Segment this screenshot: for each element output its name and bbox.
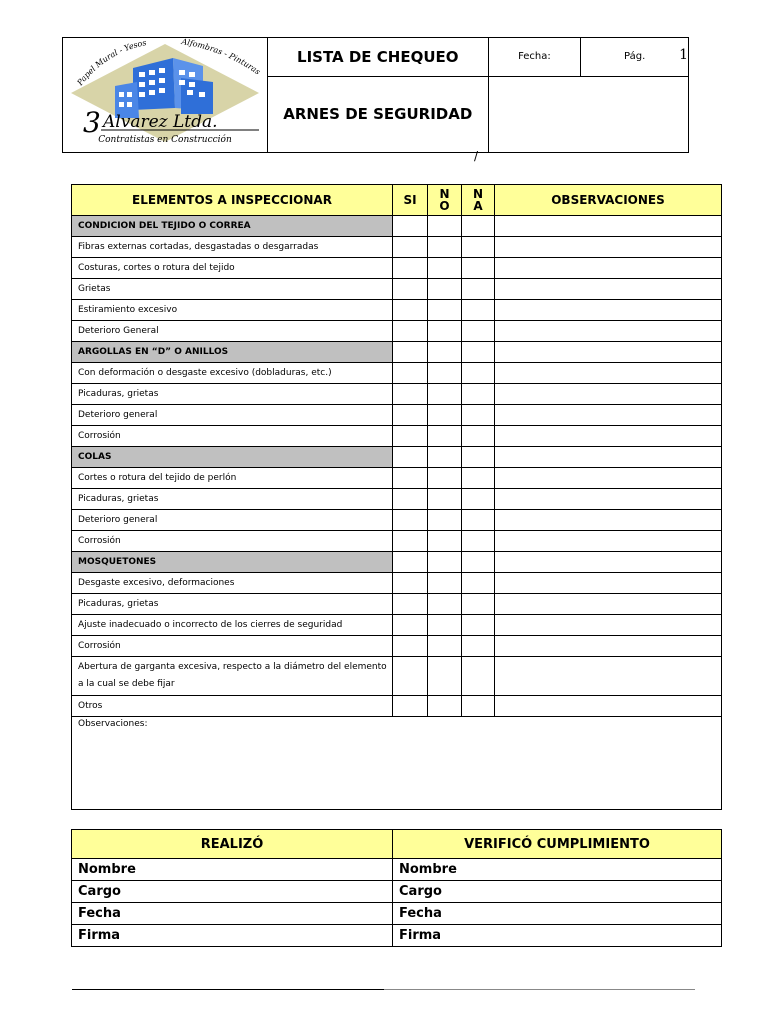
na-check-cell[interactable] (462, 342, 495, 363)
item-label: Picaduras, grietas (72, 384, 393, 405)
observation-cell[interactable] (495, 636, 722, 657)
left-firma-field[interactable]: Firma (72, 925, 393, 947)
checklist-row (72, 279, 722, 300)
item-label: Desgaste excesivo, deformaciones (72, 573, 393, 594)
no-check-cell[interactable] (428, 258, 462, 279)
na-check-cell[interactable] (462, 615, 495, 636)
observation-cell[interactable] (495, 552, 722, 573)
na-check-cell[interactable] (462, 300, 495, 321)
si-check-cell[interactable] (393, 657, 428, 696)
item-label: Cortes o rotura del tejido de perlón (72, 468, 393, 489)
document-subtitle: ARNES DE SEGURIDAD (268, 76, 489, 152)
na-check-cell[interactable] (462, 594, 495, 615)
checklist-row (72, 696, 722, 717)
no-check-cell[interactable] (428, 363, 462, 384)
checklist-row (72, 258, 722, 279)
observation-cell[interactable] (495, 237, 722, 258)
section-title: CONDICION DEL TEJIDO O CORREA (72, 216, 393, 237)
na-check-cell[interactable] (462, 258, 495, 279)
observation-cell[interactable] (495, 594, 722, 615)
na-check-cell[interactable] (462, 447, 495, 468)
si-check-cell[interactable] (393, 300, 428, 321)
left-fecha-field[interactable]: Fecha (72, 903, 393, 925)
document-title: LISTA DE CHEQUEO (268, 38, 489, 77)
si-check-cell[interactable] (393, 552, 428, 573)
na-check-cell[interactable] (462, 489, 495, 510)
observation-cell[interactable] (495, 447, 722, 468)
no-check-cell[interactable] (428, 426, 462, 447)
checklist-row (72, 657, 722, 696)
si-check-cell[interactable] (393, 510, 428, 531)
si-check-cell[interactable] (393, 573, 428, 594)
na-check-cell[interactable] (462, 636, 495, 657)
inspection-checklist (71, 184, 722, 810)
na-check-cell[interactable] (462, 405, 495, 426)
si-check-cell[interactable] (393, 636, 428, 657)
right-firma-field[interactable]: Firma (393, 925, 722, 947)
si-check-cell[interactable] (393, 468, 428, 489)
na-check-cell[interactable] (462, 321, 495, 342)
checklist-row (72, 300, 722, 321)
logo-arc-right: Alfombras - Pinturas (180, 38, 262, 77)
no-check-cell[interactable] (428, 300, 462, 321)
no-check-cell[interactable] (428, 342, 462, 363)
si-check-cell[interactable] (393, 489, 428, 510)
na-check-cell[interactable] (462, 510, 495, 531)
item-label: Corrosión (72, 636, 393, 657)
item-label: Costuras, cortes o rotura del tejido (72, 258, 393, 279)
si-check-cell[interactable] (393, 696, 428, 717)
observation-cell[interactable] (495, 468, 722, 489)
item-label: Abertura de garganta excesiva, respecto a la diámetro del elemento a la cual se debe fijar (72, 657, 393, 696)
item-label: Deterioro general (72, 510, 393, 531)
section-row (72, 342, 722, 363)
si-check-cell[interactable] (393, 342, 428, 363)
left-nombre-field[interactable]: Nombre (72, 859, 393, 881)
item-label: Con deformación o desgaste excesivo (dobladuras, etc.) (72, 363, 393, 384)
observation-cell[interactable] (495, 321, 722, 342)
no-check-cell[interactable] (428, 573, 462, 594)
section-row (72, 216, 722, 237)
logo-brand-name: Alvarez Ltda. (103, 112, 218, 132)
section-title: COLAS (72, 447, 393, 468)
checklist-row (72, 510, 722, 531)
column-header-no: N O (428, 185, 462, 216)
observation-cell[interactable] (495, 510, 722, 531)
checklist-row (72, 615, 722, 636)
observation-cell[interactable] (495, 279, 722, 300)
na-check-cell[interactable] (462, 573, 495, 594)
item-label: Grietas (72, 279, 393, 300)
na-check-cell[interactable] (462, 279, 495, 300)
left-cargo-field[interactable]: Cargo (72, 881, 393, 903)
observation-cell[interactable] (495, 696, 722, 717)
section-row (72, 552, 722, 573)
observation-cell[interactable] (495, 363, 722, 384)
no-check-cell[interactable] (428, 510, 462, 531)
no-check-cell[interactable] (428, 237, 462, 258)
si-check-cell[interactable] (393, 237, 428, 258)
si-check-cell[interactable] (393, 216, 428, 237)
na-check-cell[interactable] (462, 426, 495, 447)
na-check-cell[interactable] (462, 363, 495, 384)
no-check-cell[interactable] (428, 279, 462, 300)
si-check-cell[interactable] (393, 258, 428, 279)
slash-mark: / (474, 149, 479, 163)
item-label: Deterioro General (72, 321, 393, 342)
section-title: MOSQUETONES (72, 552, 393, 573)
signature-row (72, 859, 722, 881)
verifico-header: VERIFICÓ CUMPLIMIENTO (393, 830, 722, 859)
document-header (62, 37, 689, 153)
item-label: Estiramiento excesivo (72, 300, 393, 321)
si-check-cell[interactable] (393, 384, 428, 405)
si-check-cell[interactable] (393, 615, 428, 636)
item-label: Corrosión (72, 426, 393, 447)
logo-tagline: Contratistas en Construcción (98, 135, 232, 145)
item-label: Ajuste inadecuado o incorrecto de los cierres de seguridad (72, 615, 393, 636)
date-label: Fecha: (488, 38, 581, 77)
signature-header-row (72, 830, 722, 859)
signature-row (72, 881, 722, 903)
right-nombre-field[interactable]: Nombre (393, 859, 722, 881)
no-check-cell[interactable] (428, 321, 462, 342)
footer-divider (72, 989, 695, 990)
observation-cell[interactable] (495, 342, 722, 363)
observation-cell[interactable] (495, 489, 722, 510)
item-label: Picaduras, grietas (72, 489, 393, 510)
no-check-cell[interactable] (428, 615, 462, 636)
checklist-row (72, 573, 722, 594)
checklist-row (72, 426, 722, 447)
header-blank-cell[interactable] (488, 76, 688, 152)
page-indicator (581, 38, 689, 77)
na-check-cell[interactable] (462, 468, 495, 489)
item-label: Corrosión (72, 531, 393, 552)
na-check-cell[interactable] (462, 237, 495, 258)
checklist-row (72, 489, 722, 510)
si-check-cell[interactable] (393, 279, 428, 300)
si-check-cell[interactable] (393, 363, 428, 384)
section-row (72, 447, 722, 468)
na-check-cell[interactable] (462, 216, 495, 237)
observation-cell[interactable] (495, 426, 722, 447)
si-check-cell[interactable] (393, 447, 428, 468)
checklist-row (72, 405, 722, 426)
checklist-row (72, 636, 722, 657)
observation-cell[interactable] (495, 258, 722, 279)
no-check-cell[interactable] (428, 636, 462, 657)
column-header-item: ELEMENTOS A INSPECCIONAR (72, 185, 393, 216)
logo-number: 3 (83, 106, 101, 139)
observation-cell[interactable] (495, 531, 722, 552)
page-label: Pág. (624, 51, 646, 63)
observation-cell[interactable] (495, 384, 722, 405)
signature-table (71, 829, 722, 947)
na-check-cell[interactable] (462, 552, 495, 573)
no-check-cell[interactable] (428, 594, 462, 615)
na-check-cell[interactable] (462, 384, 495, 405)
si-check-cell[interactable] (393, 531, 428, 552)
observation-cell[interactable] (495, 615, 722, 636)
section-title: ARGOLLAS EN “D” O ANILLOS (72, 342, 393, 363)
checklist-row (72, 363, 722, 384)
observation-cell[interactable] (495, 405, 722, 426)
checklist-row (72, 237, 722, 258)
si-check-cell[interactable] (393, 594, 428, 615)
checklist-row (72, 531, 722, 552)
observation-cell[interactable] (495, 300, 722, 321)
signature-row (72, 925, 722, 947)
na-check-cell[interactable] (462, 696, 495, 717)
observation-cell[interactable] (495, 657, 722, 696)
checklist-row (72, 384, 722, 405)
right-fecha-field[interactable]: Fecha (393, 903, 722, 925)
no-check-cell[interactable] (428, 468, 462, 489)
right-cargo-field[interactable]: Cargo (393, 881, 722, 903)
si-check-cell[interactable] (393, 405, 428, 426)
observation-cell[interactable] (495, 216, 722, 237)
no-check-cell[interactable] (428, 657, 462, 696)
checklist-header-row (72, 185, 722, 216)
checklist-row (72, 468, 722, 489)
observations-label: Observaciones: (78, 719, 148, 729)
na-check-cell[interactable] (462, 657, 495, 696)
item-label: Fibras externas cortadas, desgastadas o desgarradas (72, 237, 393, 258)
no-check-cell[interactable] (428, 405, 462, 426)
item-label: Deterioro general (72, 405, 393, 426)
column-header-si: SI (393, 185, 428, 216)
checklist-row (72, 594, 722, 615)
observations-area[interactable] (72, 717, 722, 810)
column-header-observaciones: OBSERVACIONES (495, 185, 722, 216)
si-check-cell[interactable] (393, 426, 428, 447)
na-check-cell[interactable] (462, 531, 495, 552)
no-check-cell[interactable] (428, 552, 462, 573)
page-number: 1 (679, 47, 688, 63)
no-check-cell[interactable] (428, 384, 462, 405)
column-header-na: N A (462, 185, 495, 216)
no-check-cell[interactable] (428, 489, 462, 510)
signature-row (72, 903, 722, 925)
no-check-cell[interactable] (428, 531, 462, 552)
checklist-row (72, 321, 722, 342)
no-check-cell[interactable] (428, 447, 462, 468)
logo-building-icon (63, 38, 267, 148)
no-check-cell[interactable] (428, 696, 462, 717)
logo-arc-left: Papel Mural - Yesos (75, 38, 148, 88)
no-check-cell[interactable] (428, 216, 462, 237)
observation-cell[interactable] (495, 573, 722, 594)
si-check-cell[interactable] (393, 321, 428, 342)
item-label: Otros (72, 696, 393, 717)
company-logo (63, 38, 268, 153)
item-label: Picaduras, grietas (72, 594, 393, 615)
realizo-header: REALIZÓ (72, 830, 393, 859)
